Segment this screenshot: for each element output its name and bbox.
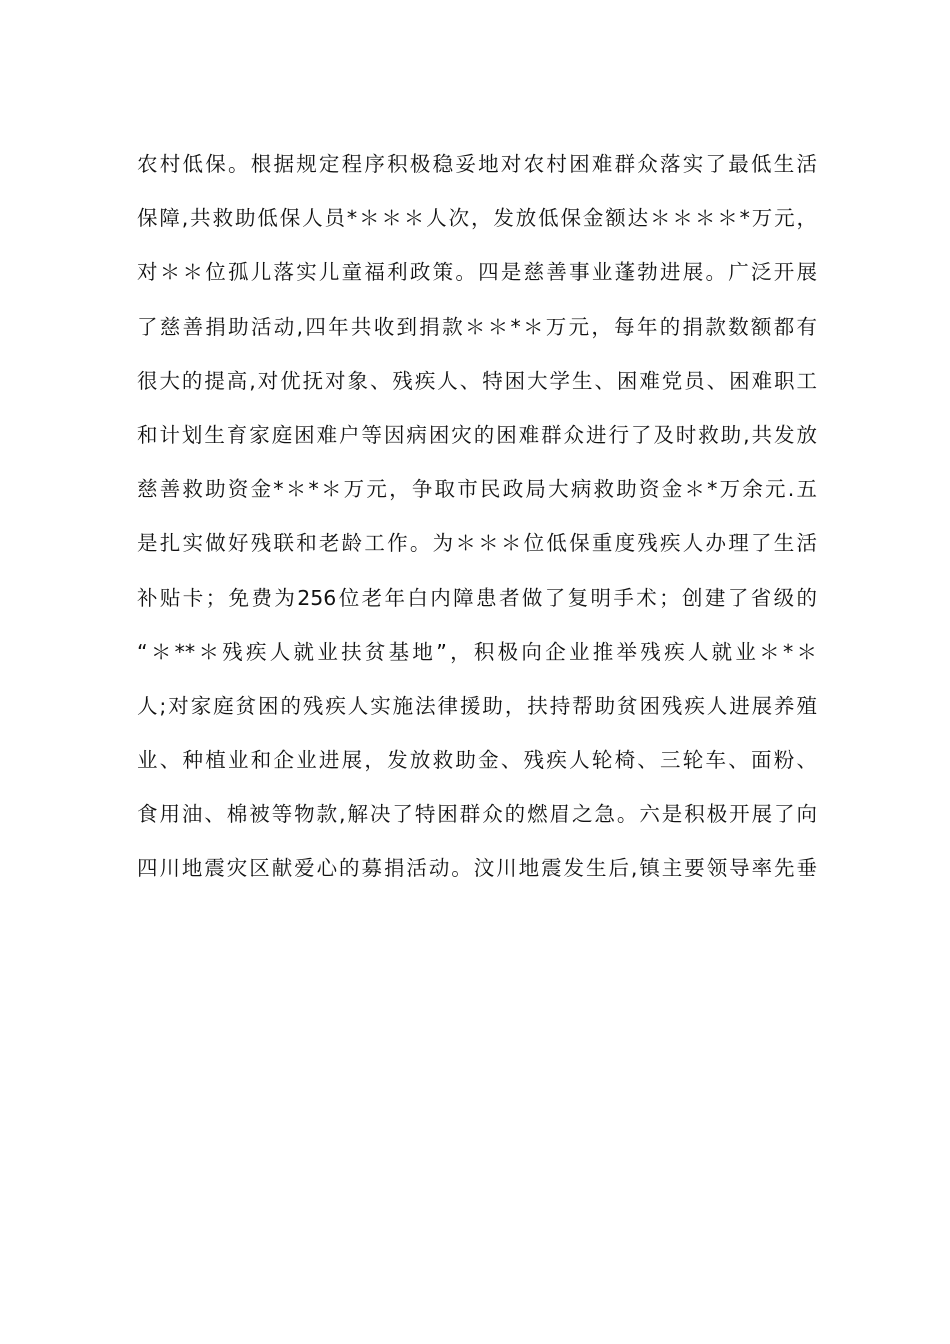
text-line: 慈善救助资金*＊*＊万元，争取市民政局大病救助资金＊*万余元.五 [137,477,817,502]
text-line: 是扎实做好残联和老龄工作。为＊＊＊位低保重度残疾人办理了生活 [137,531,817,556]
text-line: 很大的提高,对优抚对象、残疾人、特困大学生、困难党员、困难职工 [137,368,817,393]
text-line: 食用油、棉被等物款,解决了特困群众的燃眉之急。六是积极开展了向 [137,802,817,827]
text-line: “＊**＊残疾人就业扶贫基地”，积极向企业推举残疾人就业＊*＊ [137,639,817,664]
text-line: 了慈善捐助活动,四年共收到捐款＊＊*＊万元，每年的捐款数额都有 [137,314,817,339]
text-line: 保障,共救助低保人员*＊＊＊人次，发放低保金额达＊＊＊＊*万元， [137,206,817,231]
text-line: 和计划生育家庭困难户等因病困灾的困难群众进行了及时救助,共发放 [137,422,817,447]
text-line: 四川地震灾区献爱心的募捐活动。汶川地震发生后,镇主要领导率先垂 [137,856,817,881]
text-line: 对＊＊位孤儿落实儿童福利政策。四是慈善事业蓬勃进展。广泛开展 [137,260,817,285]
text-line: 补贴卡；免费为256位老年白内障患者做了复明手术；创建了省级的 [137,585,817,610]
text-line: 业、种植业和企业进展，发放救助金、残疾人轮椅、三轮车、面粉、 [137,748,817,773]
body-text [137,142,817,901]
text-line: 农村低保。根据规定程序积极稳妥地对农村困难群众落实了最低生活 [137,152,817,176]
text-line: 人;对家庭贫困的残疾人实施法律援助，扶持帮助贫困残疾人进展养殖 [137,693,817,718]
